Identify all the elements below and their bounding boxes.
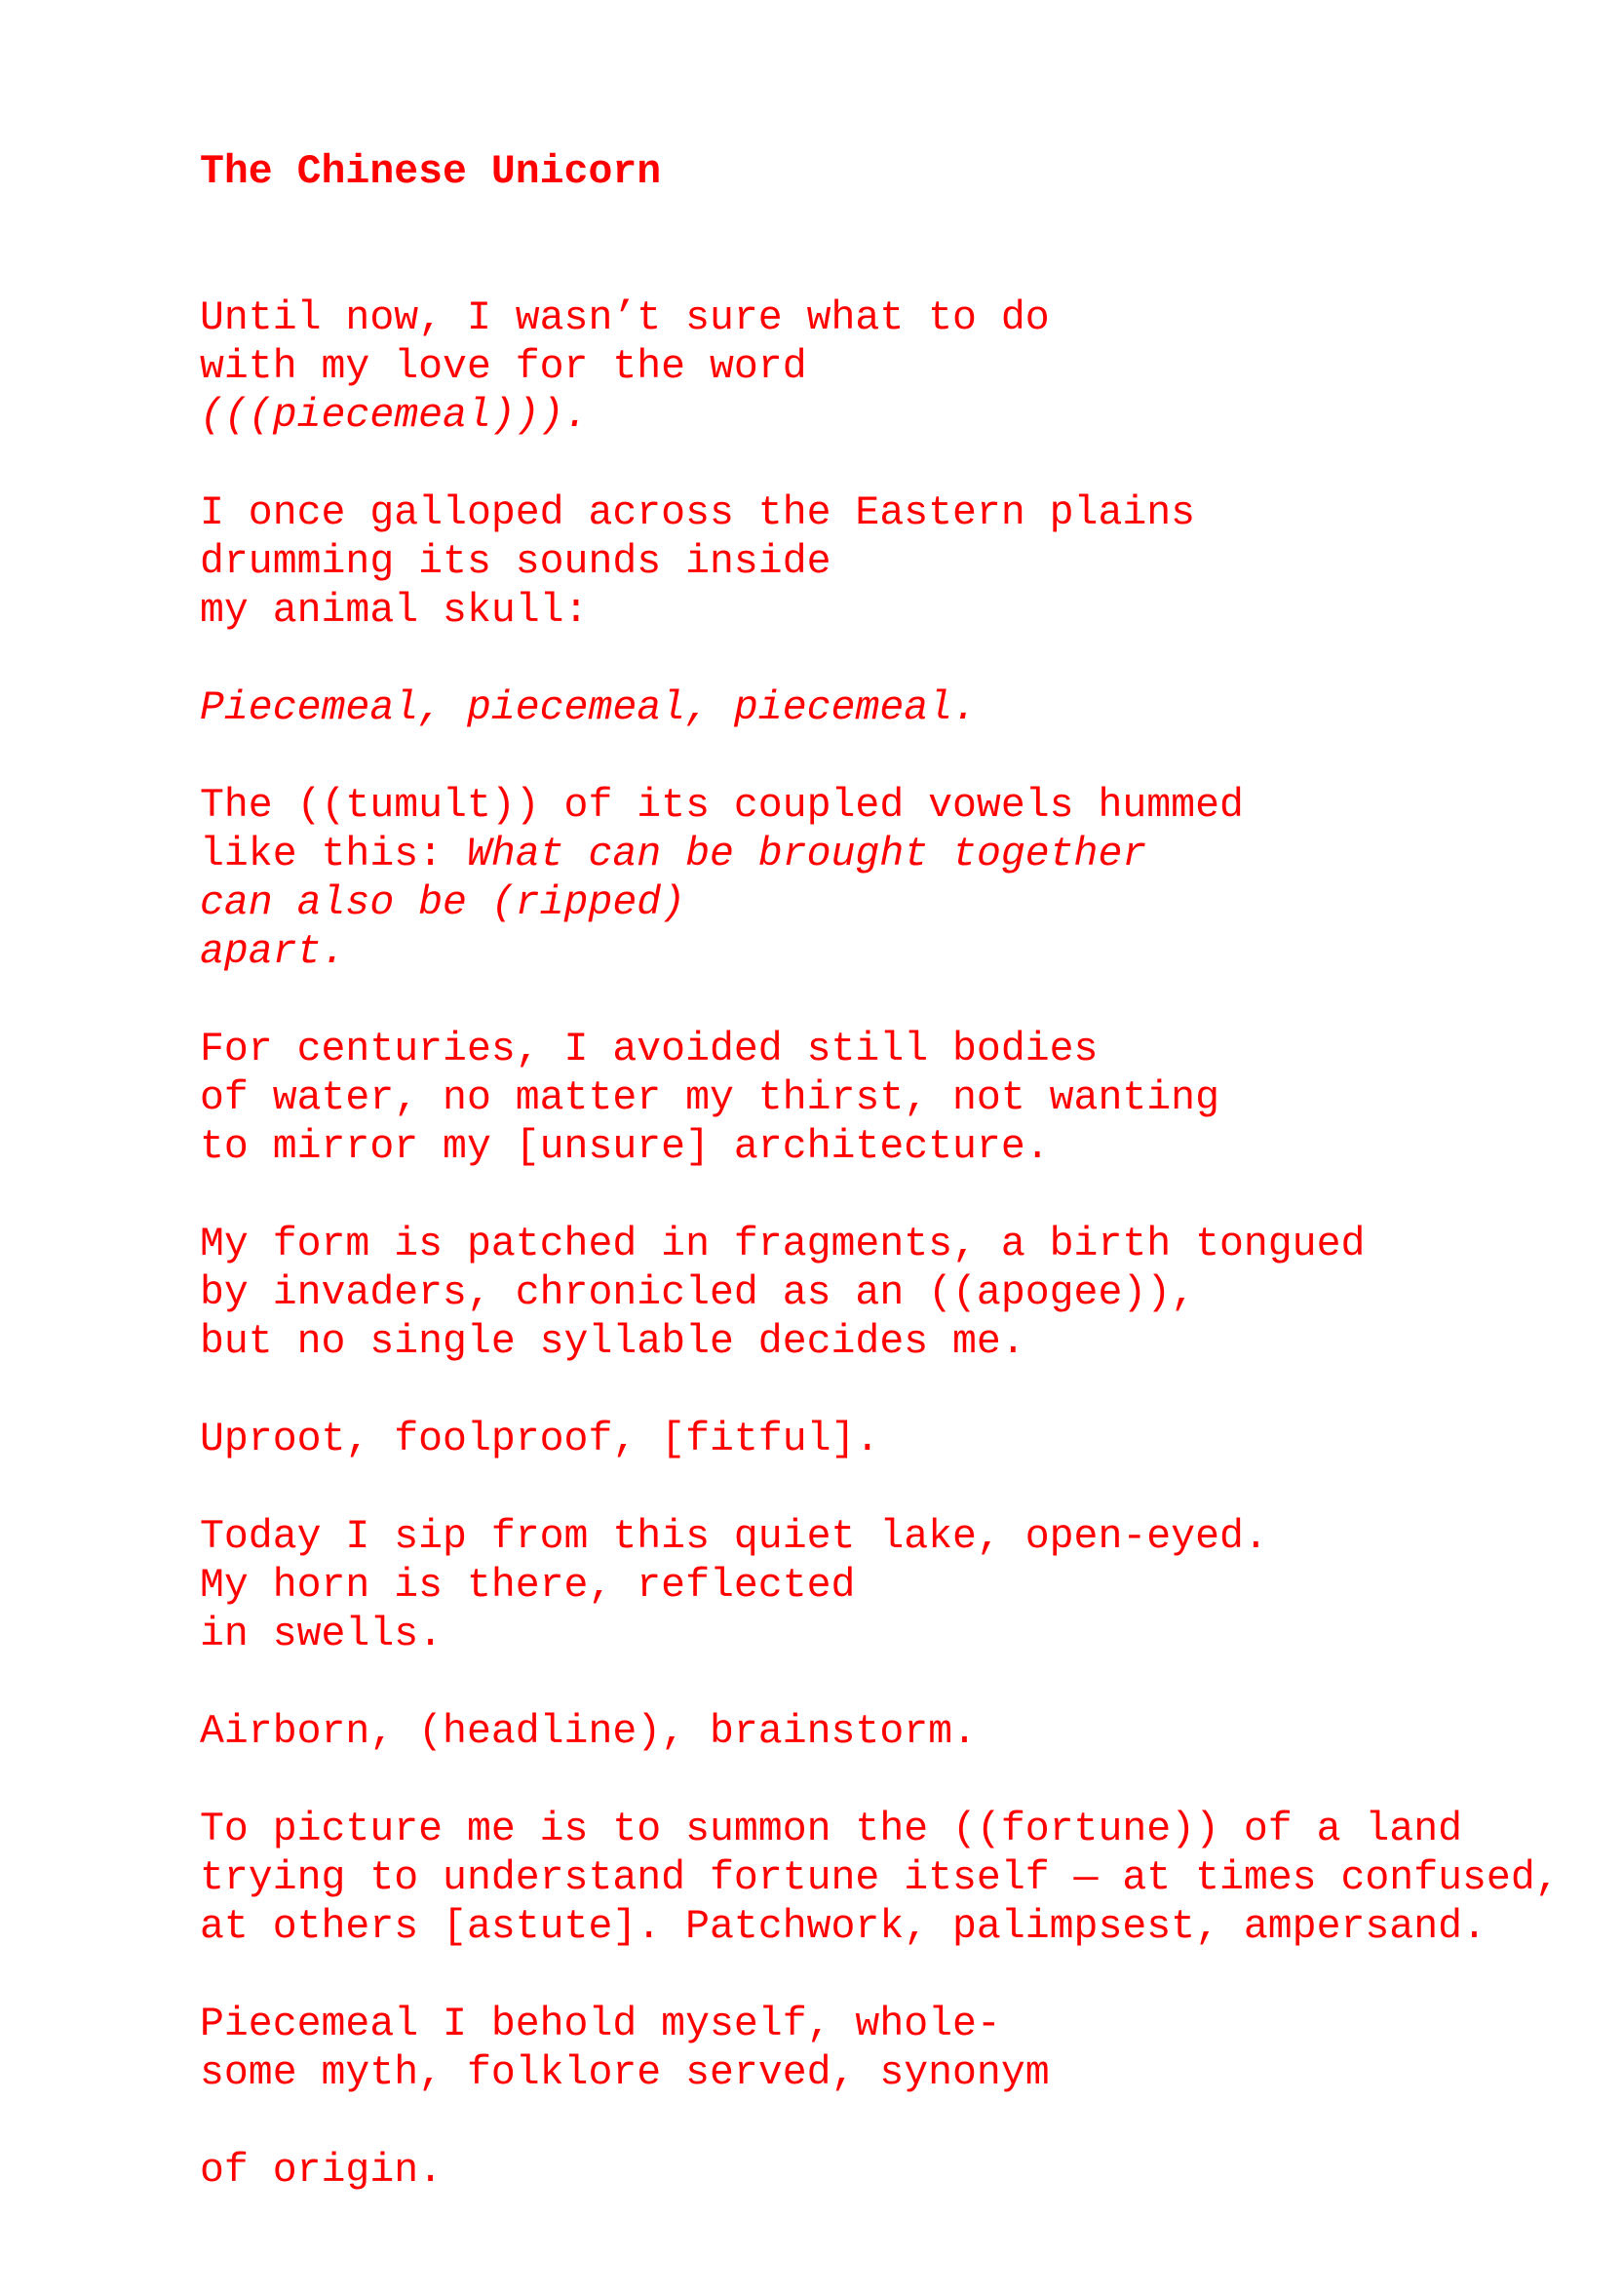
poem-line: drumming its sounds inside (200, 539, 831, 585)
poem-line: Uproot, foolproof, [fitful]. (200, 1417, 880, 1462)
poem-line-italic: apart. (200, 929, 346, 975)
stanza-10 (200, 1806, 1604, 1952)
poem-line: by invaders, chronicled as an ((apogee)), (200, 1270, 1196, 1316)
poem-line: with my love for the word (200, 344, 807, 390)
stanza-2 (200, 489, 1604, 636)
poem-line: My form is patched in fragments, a birth tongued (200, 1222, 1366, 1267)
poem-line-italic-part: What can be brought together (466, 832, 1147, 877)
stanza-3 (200, 684, 1604, 733)
stanza-7 (200, 1416, 1604, 1464)
poem-line: of origin. (200, 2148, 444, 2194)
poem-line: in swells. (200, 1612, 444, 1657)
stanza-8 (200, 1513, 1604, 1659)
poem-line-blank (200, 2098, 1604, 2147)
poem-line: My horn is there, reflected (200, 1563, 856, 1609)
stanza-5 (200, 1026, 1604, 1172)
poem-line-italic: Piecemeal, piecemeal, piecemeal. (200, 685, 977, 731)
stanza-11 (200, 2001, 1604, 2196)
poem-title: The Chinese Unicorn (200, 149, 662, 195)
poem-line-italic: (((piecemeal))). (200, 393, 589, 439)
stanza-6 (200, 1221, 1604, 1367)
poem-line: I once galloped across the Eastern plains (200, 490, 1196, 536)
stanza-9 (200, 1708, 1604, 1757)
poem-line-plain-part: like this: (200, 832, 467, 877)
poem-line: The ((tumult)) of its coupled vowels hummed (200, 783, 1244, 829)
poem-line: of water, no matter my thirst, not wanting (200, 1075, 1219, 1121)
stanza-1 (200, 294, 1604, 441)
poem-line-italic: can also be (ripped) (200, 880, 686, 926)
poem-line: Today I sip from this quiet lake, open-eyed. (200, 1514, 1268, 1560)
poem-line: Until now, I wasn’t sure what to do (200, 295, 1050, 341)
poem-line: to mirror my [unsure] architecture. (200, 1124, 1050, 1170)
poem-line: For centuries, I avoided still bodies (200, 1027, 1099, 1072)
poem-line-mixed (200, 831, 1604, 879)
poem-line: Piecemeal I behold myself, whole- (200, 2002, 1001, 2047)
poem-line: at others [astute]. Patchwork, palimpsest, ampersand. (200, 1904, 1487, 1950)
poem (200, 148, 1604, 2244)
poem-line: trying to understand fortune itself — at times confused, (200, 1855, 1560, 1901)
poem-line: but no single syllable decides me. (200, 1319, 1025, 1365)
stanza-4 (200, 782, 1604, 977)
poem-line: Airborn, (headline), brainstorm. (200, 1709, 977, 1755)
poem-line: To picture me is to summon the ((fortune)) of a land (200, 1807, 1463, 1852)
poem-line: some myth, folklore served, synonym (200, 2050, 1050, 2096)
poem-body (200, 294, 1604, 2196)
poem-line: my animal skull: (200, 588, 589, 634)
